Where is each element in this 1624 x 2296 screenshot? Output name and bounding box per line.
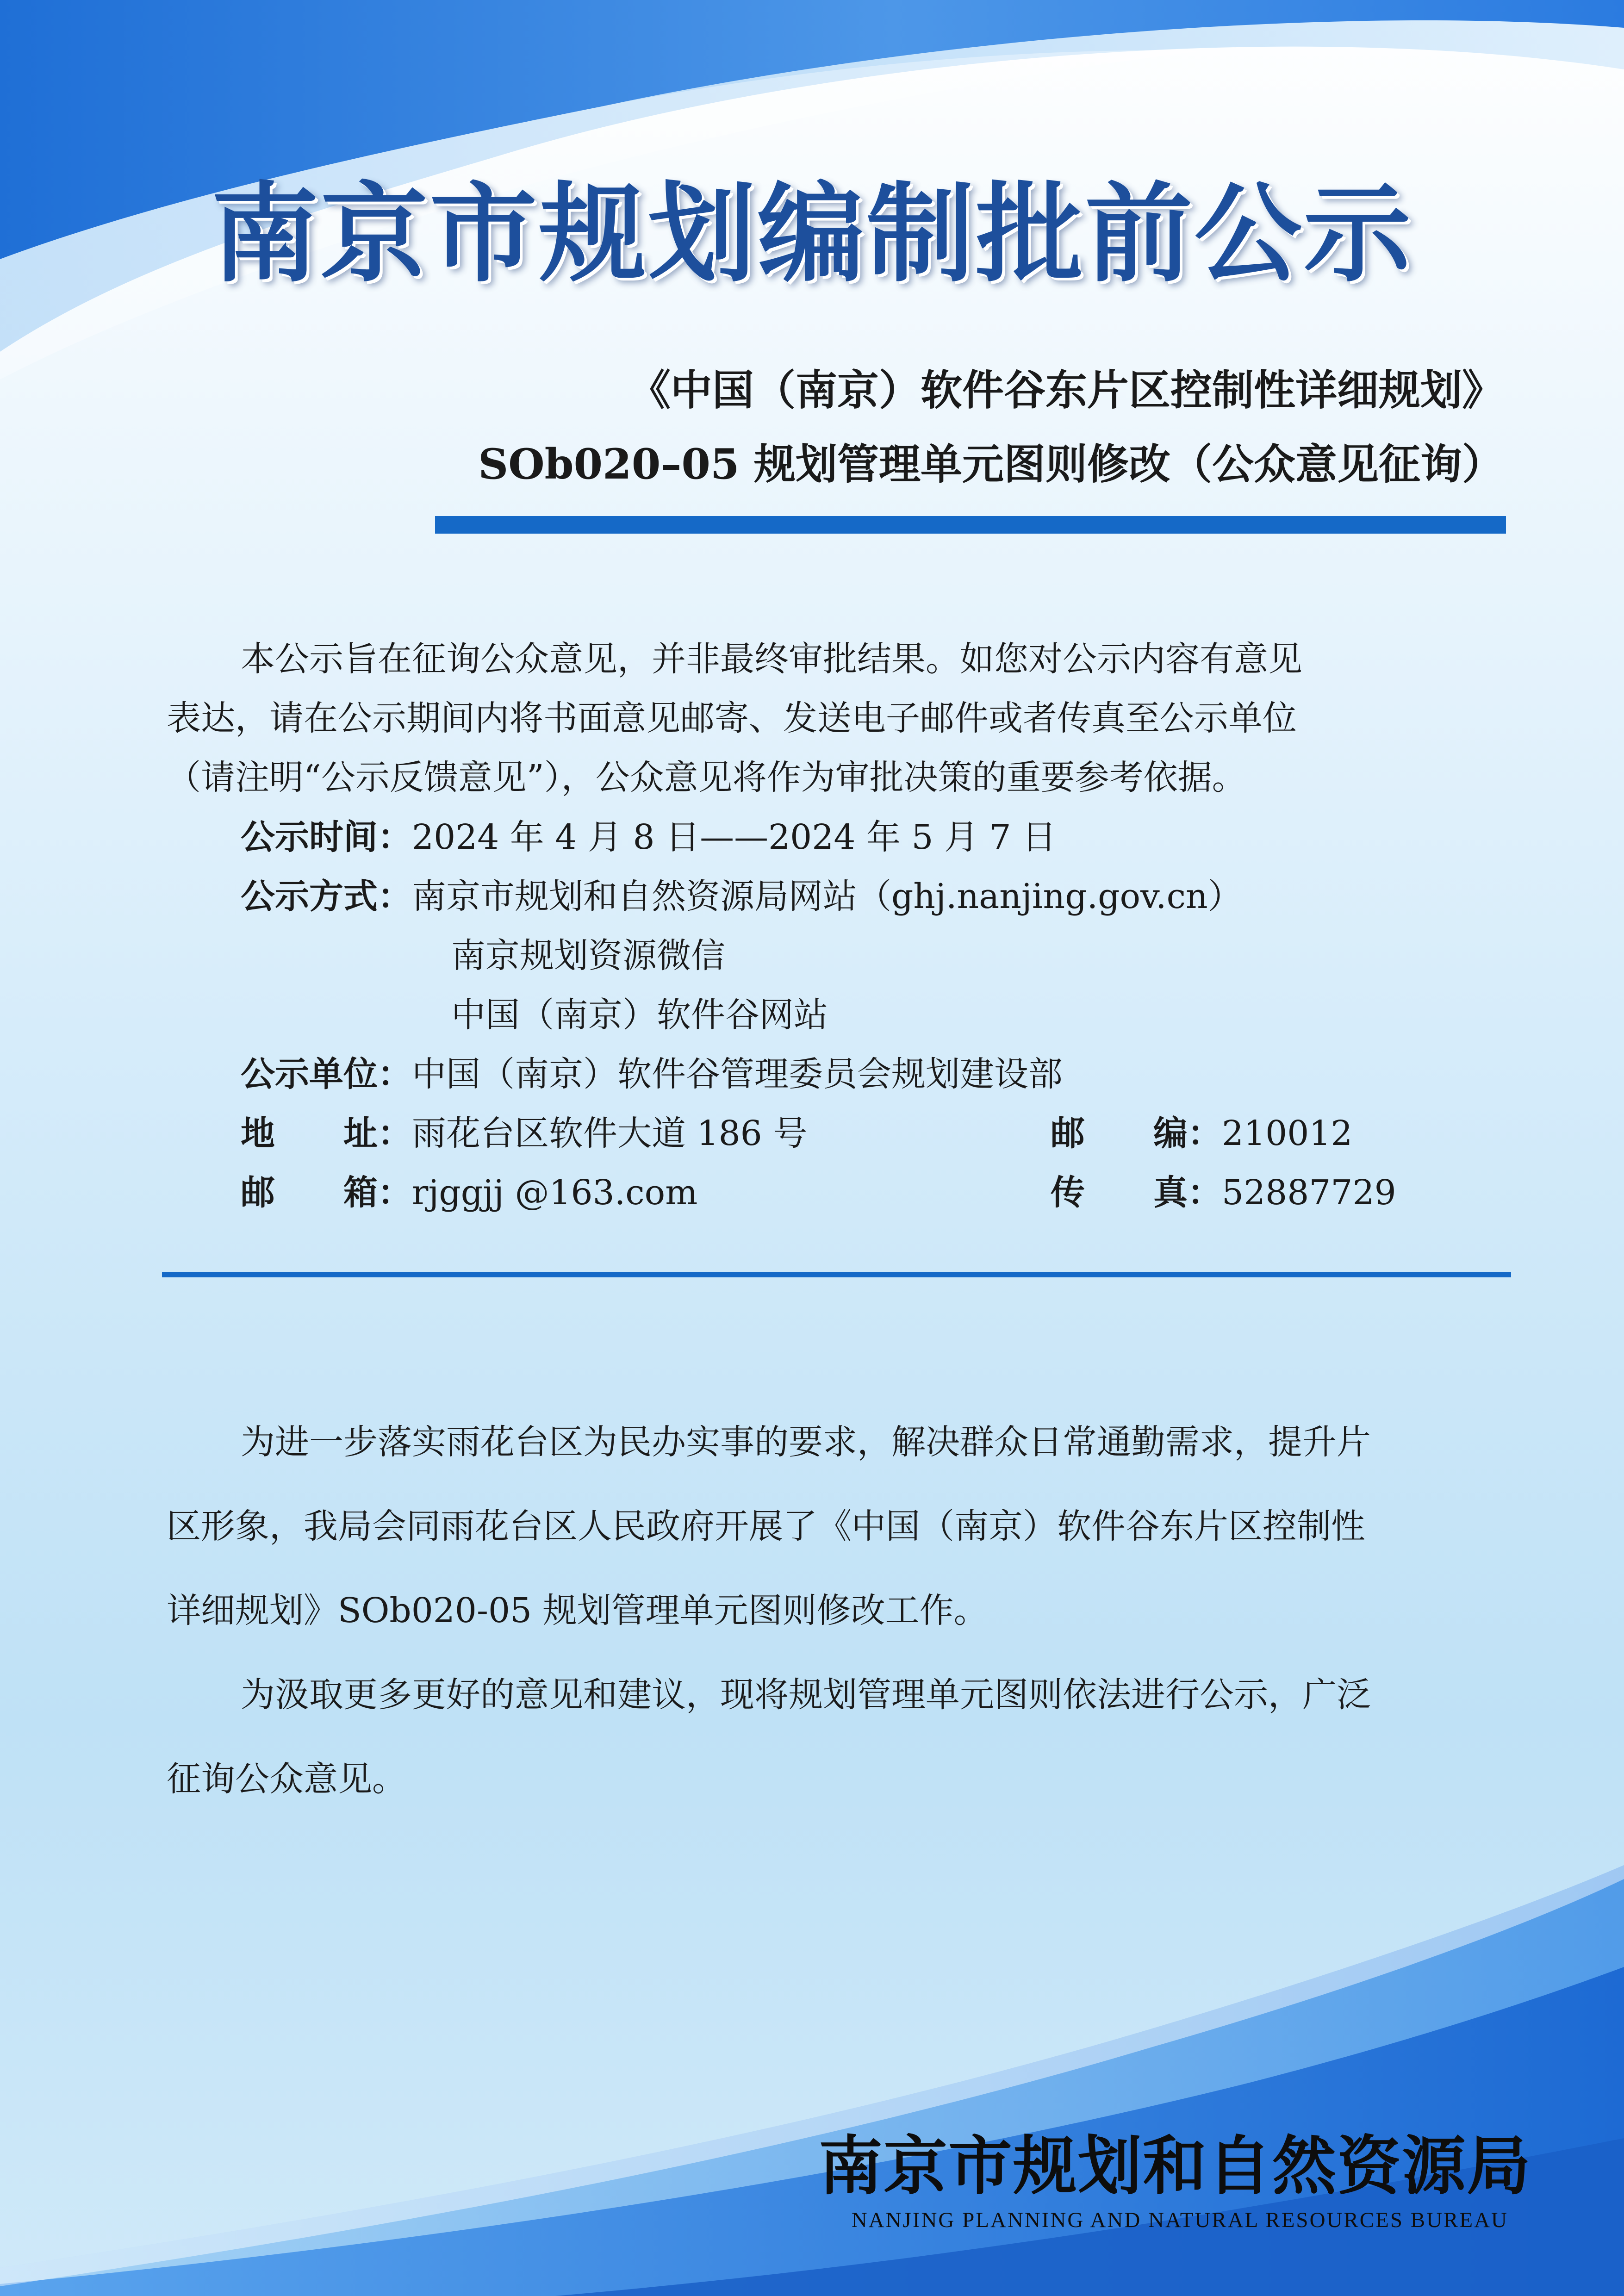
fax-value: 52887729 (1222, 1173, 1396, 1213)
body-line: 为进一步落实雨花台区为民办实事的要求，解决群众日常通勤需求，提升片 (241, 1422, 1371, 1462)
footer-org-name: 南京市规划和自然资源局 (818, 2129, 1531, 2203)
intro-line: 本公示旨在征询公众意见，并非最终审批结果。如您对公示内容有意见 (241, 639, 1302, 679)
unit-label: 公示单位： (241, 1054, 412, 1094)
body-line: 为汲取更多更好的意见和建议，现将规划管理单元图则依法进行公示，广泛 (241, 1675, 1371, 1715)
email-value: rjggjj @163.com (412, 1173, 698, 1213)
info-address (241, 1106, 807, 1155)
fax-label: 传 真： (1051, 1173, 1222, 1213)
method-value: 南京市规划和自然资源局网站（ghj.nanjing.gov.cn） (412, 877, 1242, 916)
top-divider (435, 516, 1506, 534)
unit-value: 中国（南京）软件谷管理委员会规划建设部 (412, 1054, 1063, 1094)
info-method (241, 869, 1242, 918)
method-value: 南京规划资源微信 (451, 936, 725, 976)
plan-unit-subtitle: SOb020–05 规划管理单元图则修改（公众意见征询） (478, 440, 1504, 489)
intro-line: （请注明“公示反馈意见”），公众意见将作为审批决策的重要参考依据。 (167, 758, 1246, 797)
info-fax (1051, 1165, 1396, 1214)
middle-divider (162, 1272, 1511, 1277)
time-label: 公示时间： (241, 817, 412, 857)
address-label: 地 址： (241, 1114, 412, 1153)
page-title: 南京市规划编制批前公示 (211, 172, 1413, 297)
body-line: 详细规划》SOb020-05 规划管理单元图则修改工作。 (167, 1591, 988, 1630)
postcode-label: 邮 编： (1051, 1114, 1222, 1153)
info-unit (241, 1047, 1063, 1096)
body-paragraph-2 (167, 1653, 1511, 1821)
method-value: 中国（南京）软件谷网站 (451, 995, 828, 1035)
email-label: 邮 箱： (241, 1173, 412, 1213)
method-label: 公示方式： (241, 877, 412, 916)
plan-name: 《中国（南京）软件谷东片区控制性详细规划》 (629, 366, 1504, 415)
body-paragraph-1 (167, 1400, 1511, 1653)
info-time (241, 810, 1056, 859)
intro-paragraph (167, 629, 1511, 807)
time-value: 2024 年 4 月 8 日——2024 年 5 月 7 日 (412, 817, 1057, 857)
info-email (241, 1165, 697, 1214)
address-value: 雨花台区软件大道 186 号 (412, 1114, 808, 1153)
postcode-value: 210012 (1222, 1114, 1353, 1153)
intro-line: 表达，请在公示期间内将书面意见邮寄、发送电子邮件或者传真至公示单位 (167, 698, 1297, 738)
body-line: 征询公众意见。 (167, 1759, 406, 1799)
info-postcode (1051, 1106, 1353, 1155)
body-line: 区形象，我局会同雨花台区人民政府开展了《中国（南京）软件谷东片区控制性 (167, 1506, 1365, 1546)
footer-org-name-en: NANJING PLANNING AND NATURAL RESOURCES BUREAU (851, 2208, 1508, 2232)
